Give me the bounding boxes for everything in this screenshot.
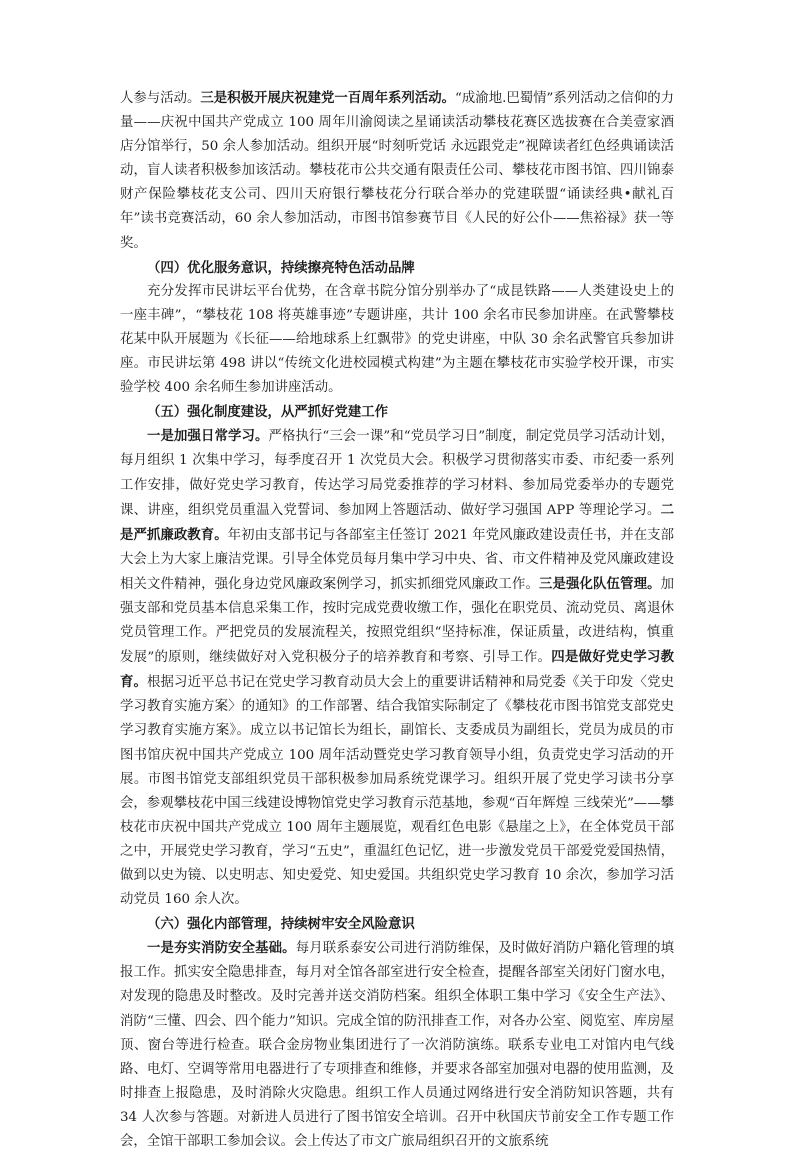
- text-run: 严格执行“三会一课”和“党员学习日”制度，制定党员学习活动计划，每月组织 1 次集中学习，每季度召开 1 次党员大会。积极学习贯彻落实市委、市纪委一系列工作安排，做好党史学习教育，传达学习局党委推荐的学习材料、参加局党委举办的专题党课、讲座，组织党员重温入党誓词、参加网上答题活动、做好学习强国 APP 等理论学习。: [120, 429, 674, 518]
- text-run: “成渝地.巴蜀情”系列活动之信仰的力量——庆祝中国共产党成立 100 周年川渝阅读之星诵读活动攀枝花赛区选拔赛在合美壹家酒店分馆举行，50 余人参加活动。组织开展“时刻听党话 永远跟党走”视障读者红色经典诵读活动，盲人读者积极参加该活动。攀枝花市公共交通有限责任公司、攀枝花市图书馆、四川锦泰财产保险攀枝花支公司、四川天府银行攀枝花分行联合举办的党建联盟“诵读经典•献礼百年”读书竞赛活动，60 余人参加活动，市图书馆参赛节目《人民的好公仆——焦裕禄》获一等奖。: [120, 91, 675, 251]
- paragraph-lectures: 充分发挥市民讲坛平台优势，在含章书院分馆分别举办了“成昆铁路——人类建设史上的一座丰碑”，“攀枝花 108 将英雄事迹”专题讲座，共计 100 余名市民参加讲座。在武警攀枝花某中队开展题为《长征——给地球系上红飘带》的党史讲座，中队 30 余名武警官兵参加讲座。市民讲坛第 498 讲以“传统文化进校园模式构建”为主题在攀枝花市实验学校开课，市实验学校 400 余名师生参加讲座活动。: [120, 283, 674, 396]
- text-run: 加强支部和党员基本信息采集工作，按时完成党费收缴工作，强化在职党员、流动党员、离退休党员管理工作。严把党员的发展流程关，按照党组织“坚持标准，保证质量，改进结构，慎重发展”的原则，继续做好对入党积极分子的培养教育和考察、引导工作。: [120, 576, 675, 666]
- paragraph-activities: [120, 86, 674, 256]
- paragraph-party-building: [120, 424, 674, 912]
- bold-lead: 二是严抓廉政教育。: [120, 501, 674, 543]
- text-run: 人参与活动。: [120, 91, 201, 106]
- bold-lead: 一是加强日常学习。: [147, 428, 269, 445]
- section-heading-4: （四）优化服务意识，持续擦亮特色活动品牌: [147, 259, 415, 276]
- paragraph-safety: [120, 936, 674, 1154]
- bold-lead: 三是积极开展庆祝建党一百周年系列活动。: [200, 90, 456, 106]
- bold-lead: 三是强化队伍管理。: [538, 575, 661, 592]
- text-run: 根据习近平总书记在党史学习教育动员大会上的重要讲话精神和局党委《关于印发〈党史学习教育实施方案〉的通知》的工作部署、结合我馆实际制定了《攀枝花市图书馆党支部党史学习教育实施方案》。成立以书记馆长为组长，副馆长、支委成员为副组长，党员为成员的市图书馆庆祝中国共产党成立 100 周年活动暨党史学习教育领导小组，负责党史学习活动的开展。市图书馆党支部组织党员干部积极参加局系统党课学习。组织开展了党史学习读书分享会，参观攀枝花中国三线建设博物馆党史学习教育示范基地，参观“百年辉煌 三线荣光”——攀枝花市庆祝中国共产党成立 100 周年主题展览，观看红色电影《悬崖之上》，在全体党员干部之中，开展党史学习教育，学习“五史”，重温红色记忆，进一步激发党员干部爱党爱国热情，做到以史为镜、以史明志、知史爱党、知史爱国。共组织党史学习教育 10 余次，参加学习活动党员 160 余人次。: [120, 675, 674, 908]
- text-run: 年初由支部书记与各部室主任签订 2021 年党风廉政建设责任书，并在支部大会上为大家上廉洁党课。引导全体党员每月集中学习中央、省、市文件精神及党风廉政建设相关文件精神，强化身边党风廉政案例学习，抓实抓细党风廉政工作。: [120, 527, 675, 592]
- text-run: 每月联系泰安公司进行消防维保，及时做好消防户籍化管理的填报工作。抓实安全隐患排查，每月对全馆各部室进行安全检查，提醒各部室关闭好门窗水电，对发现的隐患及时整改。及时完善并送交消防档案。组织全体职工集中学习《安全生产法》、消防“三懂、四会、四个能力”知识。完成全馆的防汛排查工作，对各办公室、阅览室、库房屋顶、窗台等进行检查。联合金房物业集团进行了一次消防演练。联系专业电工对馆内电气线路、电灯、空调等常用电器进行了专项排查和维修，并要求各部室加强对电器的使用监测，及时排查上报隐患，及时消除火灾隐患。组织工作人员通过网络进行安全消防知识答题，共有 34 人次参与答题。对新进人员进行了图书馆安全培训。召开中秋国庆节前安全工作专题工作会，全馆干部职工参加会议。会上传达了市文广旅局组织召开的文旅系统: [120, 941, 675, 1150]
- section-heading-5: （五）强化制度建设，从严抓好党建工作: [147, 404, 389, 421]
- bold-lead: 一是夯实消防安全基础。: [147, 940, 296, 957]
- bold-lead: 四是做好党史学习教育。: [120, 649, 675, 691]
- section-heading-6: （六）强化内部管理，持续树牢安全风险意识: [147, 916, 415, 933]
- document-page: [120, 86, 674, 1154]
